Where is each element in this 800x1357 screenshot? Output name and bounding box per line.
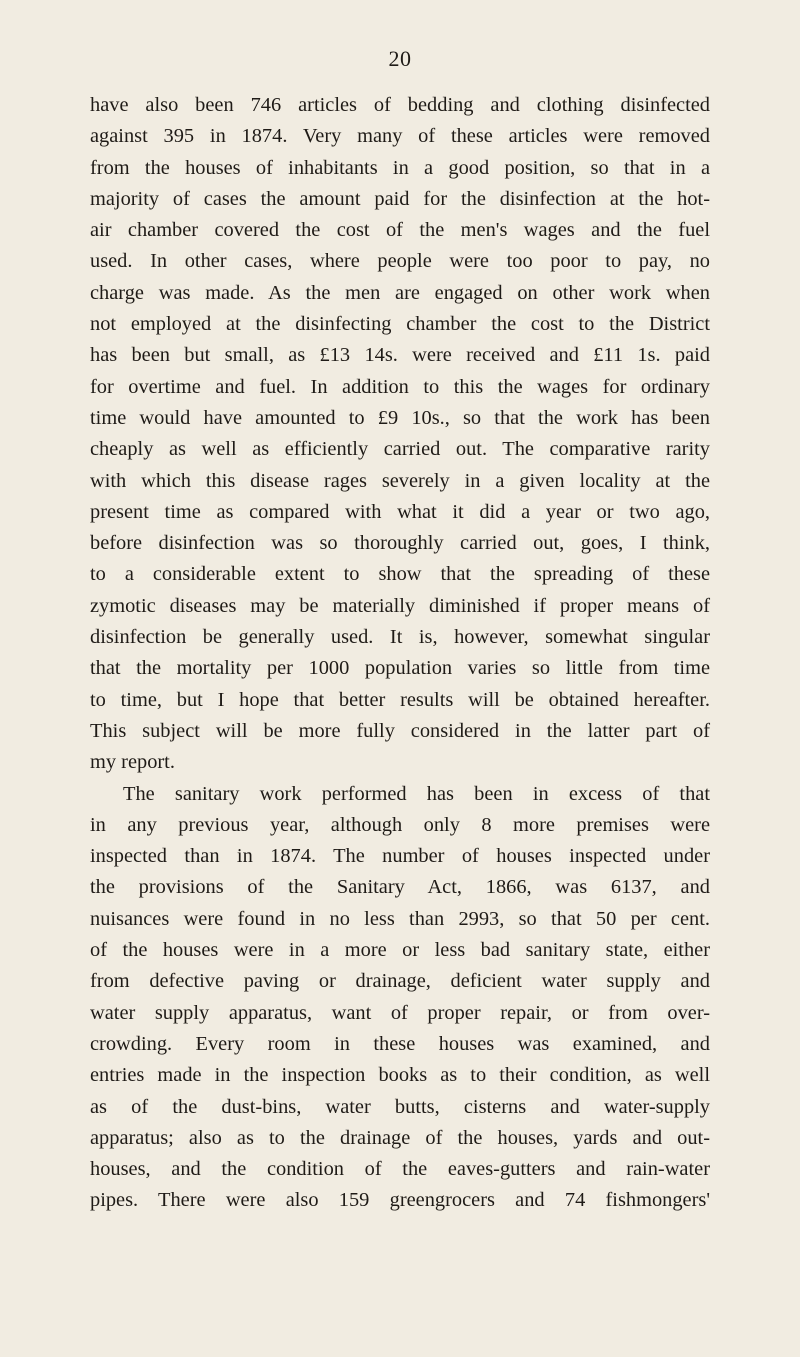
text-line: crowding. Every room in these houses was examined, and (90, 1032, 710, 1055)
text-line: for overtime and fuel. In addition to this the wages for ordinary (90, 375, 710, 398)
paragraph-disinfection (90, 90, 710, 779)
text-line: to a considerable extent to show that the spreading of these (90, 563, 710, 586)
text-line: from defective paving or drainage, deficient water supply and (90, 970, 710, 993)
text-line: majority of cases the amount paid for the disinfection at the hot- (90, 187, 710, 210)
text-line: air chamber covered the cost of the men's wages and the fuel (90, 219, 710, 242)
text-line: the provisions of the Sanitary Act, 1866, was 6137, and (90, 876, 710, 899)
text-line: my report. (90, 751, 175, 774)
text-line: not employed at the disinfecting chamber the cost to the District (90, 313, 710, 336)
text-line: This subject will be more fully considered in the latter part of (90, 719, 710, 742)
text-line: used. In other cases, where people were too poor to pay, no (90, 250, 710, 273)
text-line: pipes. There were also 159 greengrocers and 74 fishmongers' (90, 1189, 710, 1212)
text-line: nuisances were found in no less than 2993, so that 50 per cent. (90, 907, 710, 930)
text-line: from the houses of inhabitants in a good position, so that in a (90, 156, 710, 179)
text-line: that the mortality per 1000 population varies so little from time (90, 657, 710, 680)
text-line: present time as compared with what it did a year or two ago, (90, 500, 710, 523)
paragraph-sanitary-work (90, 779, 710, 1217)
text-line: of the houses were in a more or less bad sanitary state, either (90, 939, 710, 962)
text-line: entries made in the inspection books as to their condition, as well (90, 1064, 710, 1087)
text-line: inspected than in 1874. The number of houses inspected under (90, 845, 710, 868)
text-line: as of the dust-bins, water butts, cisterns and water-supply (90, 1095, 710, 1118)
text-line: disinfection be generally used. It is, however, somewhat singular (90, 626, 710, 649)
text-line: in any previous year, although only 8 more premises were (90, 813, 710, 836)
page-number: 20 (388, 46, 412, 71)
text-line: against 395 in 1874. Very many of these articles were removed (90, 125, 710, 148)
text-line: to time, but I hope that better results will be obtained hereafter. (90, 688, 710, 711)
text-line: apparatus; also as to the drainage of the houses, yards and out- (90, 1126, 710, 1149)
text-line: has been but small, as £13 14s. were received and £11 1s. paid (90, 344, 710, 367)
body-text (90, 90, 710, 1217)
text-line: time would have amounted to £9 10s., so that the work has been (90, 406, 710, 429)
text-line: water supply apparatus, want of proper repair, or from over- (90, 1001, 710, 1024)
text-line: have also been 746 articles of bedding and clothing disinfected (90, 94, 710, 116)
text-line: charge was made. As the men are engaged on other work when (90, 281, 710, 304)
text-line: with which this disease rages severely in a given locality at the (90, 469, 710, 492)
text-line: cheaply as well as efficiently carried out. The comparative rarity (90, 438, 710, 461)
text-line: The sanitary work performed has been in excess of that (123, 782, 710, 805)
text-line: houses, and the condition of the eaves-gutters and rain-water (90, 1158, 710, 1181)
text-line: before disinfection was so thoroughly carried out, goes, I think, (90, 532, 710, 555)
text-line: zymotic diseases may be materially diminished if proper means of (90, 594, 710, 617)
